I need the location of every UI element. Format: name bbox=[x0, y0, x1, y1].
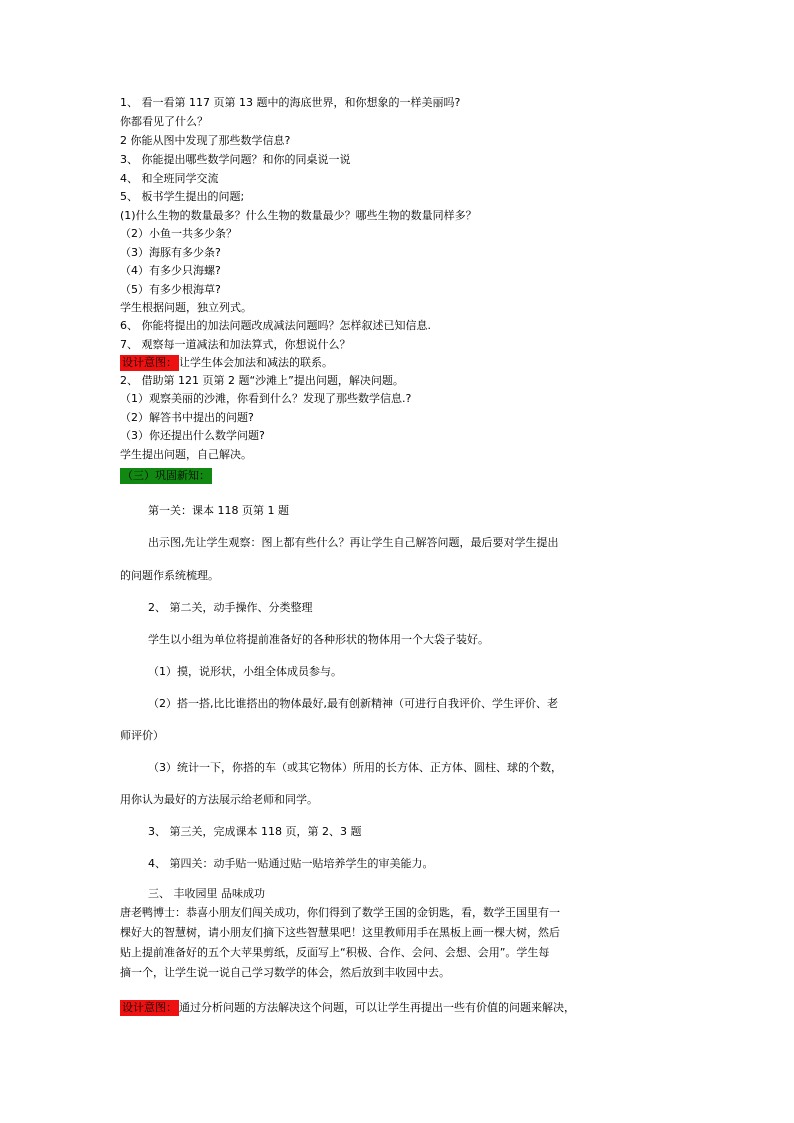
text-line: 1、 看一看第 117 页第 13 题中的海底世界，和你想象的一样美丽吗? bbox=[120, 96, 461, 109]
text-line: （3）你还提出什么数学问题? bbox=[120, 429, 265, 442]
design-intent-text: 通过分析问题的方法解决这个问题，可以让学生再提出一些有价值的问题来解决， bbox=[179, 1001, 575, 1014]
text-line: 出示图,先让学生观察：图上都有些什么？再让学生自己解答问题，最后要对学生提出 bbox=[148, 536, 559, 549]
text-line: 第一关：课本 118 页第 1 题 bbox=[148, 504, 289, 517]
text-line: 5、 板书学生提出的问题; bbox=[120, 190, 245, 203]
text-line: 4、 第四关：动手贴一贴通过贴一贴培养学生的审美能力。 bbox=[148, 857, 434, 870]
text-line: 三、 丰收园里 品味成功 bbox=[148, 887, 265, 900]
text-line: （1）摸，说形状，小组全体成员参与。 bbox=[148, 665, 342, 678]
section-heading-line bbox=[120, 468, 212, 484]
text-line: 7、 观察每一道减法和加法算式，你想说什么？ bbox=[120, 338, 351, 351]
design-intent-text: 让学生体会加法和减法的联系。 bbox=[179, 356, 333, 369]
text-line: 学生提出问题，自己解决。 bbox=[120, 448, 252, 461]
text-line: 师评价） bbox=[120, 729, 164, 742]
text-line: 3、 第三关，完成课本 118 页，第 2、3 题 bbox=[148, 825, 362, 838]
text-line: 唐老鸭博士：恭喜小朋友们闯关成功，你们得到了数学王国的金钥匙，看，数学王国里有一 bbox=[120, 906, 560, 919]
text-line: 3、 你能提出哪些数学问题？和你的同桌说一说 bbox=[120, 153, 351, 166]
text-line: 2、 第二关，动手操作、分类整理 bbox=[148, 601, 313, 614]
text-line: 4、 和全班同学交流 bbox=[120, 172, 219, 185]
text-line: 学生根据问题，独立列式。 bbox=[120, 301, 252, 314]
text-line: 6、 你能将提出的加法问题改成减法问题吗？怎样叙述已知信息. bbox=[120, 319, 431, 332]
design-intent-line bbox=[120, 355, 333, 371]
text-line: 学生以小组为单位将提前准备好的各种形状的物体用一个大袋子装好。 bbox=[148, 633, 489, 646]
text-line: 你都看见了什么？ bbox=[120, 115, 208, 128]
text-line: （3）海豚有多少条? bbox=[120, 246, 221, 259]
design-intent-tag: 设计意图： bbox=[122, 1001, 177, 1014]
section-heading-tag: （三）巩固新知： bbox=[122, 469, 210, 482]
text-line: （2）小鱼一共多少条？ bbox=[120, 227, 237, 240]
text-line: 摘一个，让学生说一说自己学习数学的体会，然后放到丰收园中去。 bbox=[120, 966, 450, 979]
design-intent-line bbox=[120, 1000, 575, 1016]
text-line: （2）解答书中提出的问题? bbox=[120, 411, 254, 424]
text-line: 棵好大的智慧树，请小朋友们摘下这些智慧果吧！这里教师用手在黑板上画一棵大树，然后 bbox=[120, 926, 560, 939]
text-line: (1)什么生物的数量最多？什么生物的数量最少？哪些生物的数量同样多？ bbox=[120, 209, 477, 222]
text-line: 的问题作系统梳理。 bbox=[120, 569, 219, 582]
text-line: 2 你能从图中发现了那些数学信息? bbox=[120, 134, 291, 147]
text-line: 用你认为最好的方法展示给老师和同学。 bbox=[120, 793, 318, 806]
text-line: 贴上提前准备好的五个大苹果剪纸，反面写上“积极、合作、会问、会想、会用”。学生每 bbox=[120, 946, 550, 959]
text-line: 2、 借助第 121 页第 2 题“沙滩上”提出问题，解决问题。 bbox=[120, 374, 404, 387]
text-line: （1）观察美丽的沙滩，你看到什么？发现了那些数学信息.? bbox=[120, 392, 412, 405]
text-line: （4）有多少只海螺? bbox=[120, 264, 221, 277]
text-line: （5）有多少根海草? bbox=[120, 283, 221, 296]
design-intent-tag: 设计意图： bbox=[122, 356, 177, 369]
text-line: （2）搭一搭,比比谁搭出的物体最好,最有创新精神（可进行自我评价、学生评价、老 bbox=[148, 697, 558, 710]
text-line: （3）统计一下，你搭的车（或其它物体）所用的长方体、正方体、圆柱、球的个数， bbox=[148, 761, 562, 774]
